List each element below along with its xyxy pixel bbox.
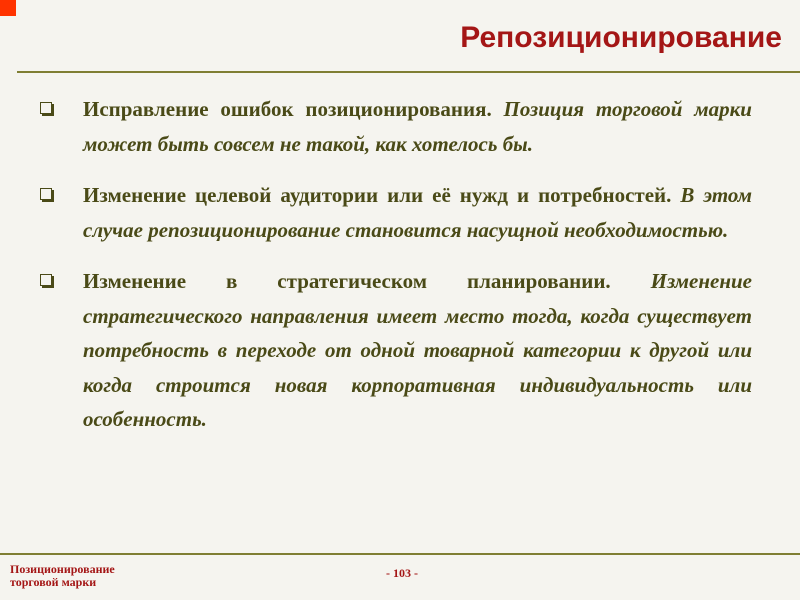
bullet-heading: Изменение в стратегическом планировании. [83, 269, 611, 293]
bullet-item [40, 92, 752, 161]
corner-accent-square [0, 0, 16, 16]
bullet-heading: Изменение целевой аудитории или её нужд и потребностей. [83, 183, 672, 207]
title-divider [17, 71, 800, 73]
bullet-list [40, 92, 752, 454]
footer-section-line2: торговой марки [10, 575, 97, 589]
bullet-item [40, 264, 752, 437]
bullet-heading: Исправление ошибок позиционирования. [83, 97, 492, 121]
footer-section-label [10, 563, 115, 589]
bullet-detail: Позиция торговой марки может быть совсем не такой, как хотелось бы. [83, 97, 752, 156]
checkbox-square-icon [40, 102, 53, 115]
slide-title: Репозиционирование [460, 21, 782, 54]
footer-divider [0, 553, 800, 555]
bullet-detail: Изменение стратегического направления имеет место тогда, когда существует потребность в переходе от одной товарной категории к другой или когда строится новая корпоративная индивидуальность или особенность. [83, 269, 752, 431]
bullet-detail: В этом случае репозиционирование становится насущной необходимостью. [83, 183, 753, 242]
bullet-item [40, 178, 752, 247]
page-number: - 103 - [386, 566, 418, 580]
checkbox-square-icon [40, 274, 53, 287]
footer-section-line1: Позиционирование [10, 562, 115, 576]
checkbox-square-icon [40, 188, 53, 201]
